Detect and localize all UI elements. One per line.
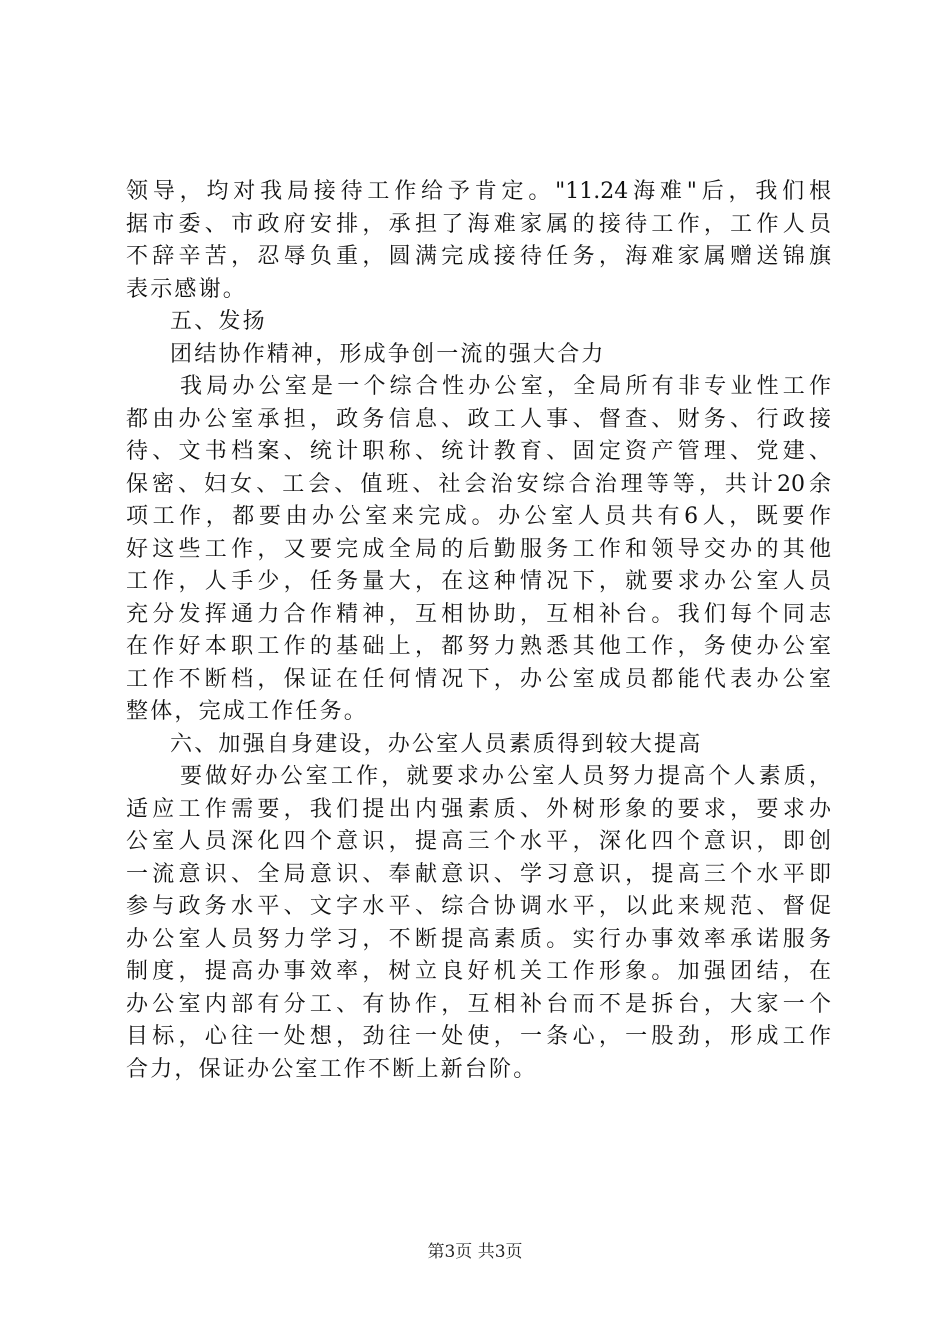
text-line: 表示感谢。: [126, 276, 248, 302]
text-line: 工作，人手少，任务量大，在这种情况下，就要求办公室人员: [126, 569, 831, 594]
text-line: 制度，提高办事效率，树立良好机关工作形象。加强团结，在: [126, 959, 831, 984]
text-line: 都由办公室承担，政务信息、政工人事、督查、财务、行政接: [126, 406, 831, 432]
text-line: 六、加强自身建设，办公室人员素质得到较大提高: [170, 731, 703, 757]
page-footer: 第3页 共3页: [427, 1242, 523, 1262]
text-line: 工作不断档，保证在任何情况下，办公室成员都能代表办公室: [126, 666, 831, 692]
text-line: 一流意识、全局意识、奉献意识、学习意识，提高三个水平即: [126, 861, 831, 887]
text-line: 参与政务水平、文字水平、综合协调水平，以此来规范、督促: [126, 894, 831, 919]
text-line: 整体，完成工作任务。: [126, 699, 369, 724]
text-line: 据市委、市政府安排，承担了海难家属的接待工作，工作人员: [126, 211, 831, 237]
text-line: 要做好办公室工作，就要求办公室人员努力提高个人素质，: [180, 764, 831, 789]
text-line: 我局办公室是一个综合性办公室，全局所有非专业性工作: [180, 374, 831, 399]
text-line: 办公室内部有分工、有协作，互相补台而不是拆台，大家一个: [126, 991, 831, 1017]
text-line: 公室人员深化四个意识，提高三个水平，深化四个意识，即创: [126, 829, 831, 854]
text-line: 目标，心往一处想，劲往一处使，一条心，一股劲，形成工作: [126, 1024, 831, 1049]
text-line: 好这些工作，又要完成全局的后勤服务工作和领导交办的其他: [126, 536, 831, 562]
text-line: 不辞辛苦，忍辱负重，圆满完成接待任务，海难家属赠送锦旗: [126, 244, 831, 269]
text-line: 五、发扬: [170, 309, 267, 334]
text-line: 领导，均对我局接待工作给予肯定。"11.24海难"后，我们根: [126, 179, 831, 204]
text-line: 充分发挥通力合作精神，互相协助，互相补台。我们每个同志: [126, 601, 831, 627]
document-body: [126, 176, 831, 1086]
text-line: 适应工作需要，我们提出内强素质、外树形象的要求，要求办: [126, 796, 831, 822]
text-line: 在作好本职工作的基础上，都努力熟悉其他工作，务使办公室: [126, 634, 831, 659]
text-line: 办公室人员努力学习，不断提高素质。实行办事效率承诺服务: [126, 926, 831, 952]
text-line: 团结协作精神，形成争创一流的强大合力: [170, 341, 606, 367]
text-line: 合力，保证办公室工作不断上新台阶。: [126, 1056, 538, 1082]
text-line: 待、文书档案、统计职称、统计教育、固定资产管理、党建、: [126, 439, 831, 464]
text-line: 项工作，都要由办公室来完成。办公室人员共有6人，既要作: [126, 504, 831, 529]
text-line: 保密、妇女、工会、值班、社会治安综合治理等等，共计20余: [126, 471, 831, 497]
